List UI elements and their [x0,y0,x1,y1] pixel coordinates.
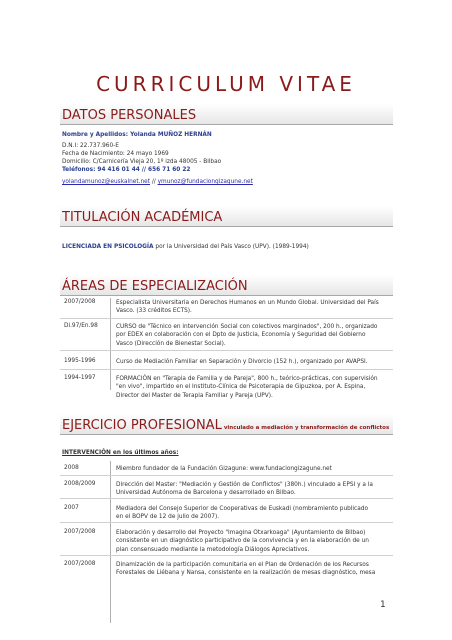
row-divider [60,555,393,556]
work-row-date: 2007/2008 [64,529,96,535]
row-divider [60,522,393,523]
page-number: 1 [380,600,386,610]
row-divider [60,498,393,499]
work-row-desc: Mediadora del Consejo Superior de Cooperativas de Euskadi (nombramiento publicado en el BOPV de 12 de julio de 2007). [116,506,368,521]
work-row-desc: Elaboración y desarrollo del Proyecto "Imagina Otxarkoaga" (Ayuntamiento de Bilbao) consistente en un diagnóstico participativo de la convivencia y en la elaboración de un plan consensuado mediante la metodología Diálogos Apreciativos. [116,530,369,553]
area-row-desc: CURSO de "Técnico en intervención Social con colectivos marginados", 200 h., organizado por EDEX en colaboración con el Dpto de Justicia, Economía y Seguridad del Gobierno Vasco (Dirección de Bienestar Social). [116,324,378,347]
row-divider [60,369,393,370]
area-row-desc: Curso de Mediación Familiar en Separación y Divorcio (152 h.), organizado por AVAPSI. [116,359,368,365]
dni-line: D.N.I: 22.737.960-E [62,143,119,149]
degree-name: LICENCIADA EN PSICOLOGÍA [62,244,154,250]
areas-column-divider [110,298,111,390]
row-divider [60,475,393,476]
email-separator: // [151,179,156,185]
work-row-desc: Dirección del Master: "Mediación y Gestión de Conflictos" (380h.) vinculado a EPSI y a la Universidad Autónoma de Barcelona y desarrollado en Bilbao. [116,482,373,497]
row-divider [60,350,393,351]
section-header-education [60,206,393,227]
section-header-work [60,414,393,435]
area-row-desc: Especialista Universitaria en Derechos Humanos en un Mundo Global. Universidad del País Vasco. (33 créditos ECTS). [116,300,379,315]
area-row-date: 1994-1997 [64,375,96,381]
name-line: Nombre y Apellidos: Yolanda MUÑOZ HERNÁN [62,132,212,138]
area-row-date: 2007/2008 [64,299,96,305]
area-row-date: 1995-1996 [64,358,96,364]
degree-line [62,243,309,251]
work-row-date: 2007/2008 [64,561,96,567]
section-title-education: TITULACIÓN ACADÉMICA [62,210,223,225]
section-title-personal: DATOS PERSONALES [62,108,197,123]
email-line [62,178,253,186]
area-row-date: Di.97/En.98 [64,323,98,329]
work-column-divider [110,461,111,623]
intervention-label: INTERVENCIÓN en los últimos años: [62,450,179,456]
area-row-desc: FORMACIÓN en "Terapia de Familia y de Pareja", 800 h., teórico-prácticas, con supervisión "en vivo", impartido en el Instituto-Clínica de Psicoterapia de Gipuzkoa, por A. Espina, Director del Master de Terapia Familiar y Pareja (UPV). [116,376,378,399]
phones-line: Teléfonos: 94 416 01 44 // 656 71 60 22 [62,167,191,173]
work-row-date: 2007 [64,505,79,511]
degree-detail: por la Universidad del País Vasco (UPV). (1989-1994) [153,244,309,250]
section-header-personal [60,104,393,125]
work-row-desc: Miembro fundador de la Fundación Gizagune: www.fundaciongizagune.net [116,466,332,472]
section-title-areas: ÁREAS DE ESPECIALIZACIÓN [62,279,248,294]
section-subtitle-work: vinculado a mediación y transformación de conflictos [223,425,390,431]
address-line: Domicilio: C/Carnicería Vieja 20, 1º izda 48005 - Bilbao [62,159,222,165]
work-row-date: 2008 [64,465,79,471]
row-divider [60,318,393,319]
section-title-work: EJERCICIO PROFESIONAL vinculado a mediación y transformación de conflictos [62,418,390,433]
birth-line: Fecha de Nacimiento: 24 mayo 1969 [62,151,169,157]
work-row-desc: Dinamización de la participación comunitaria en el Plan de Ordenación de los Recursos Forestales de Liébana y Nansa, consistente en la realización de mesas diagnóstico, mesa [116,562,376,577]
email-link-1[interactable]: yolandamunoz@euskalnet.net [62,179,150,185]
document-title: CURRICULUM VITAE [96,72,356,96]
work-row-date: 2008/2009 [64,481,96,487]
email-link-2[interactable]: ymunoz@fundaciongizagune.net [157,179,253,185]
section-header-areas [60,275,393,296]
